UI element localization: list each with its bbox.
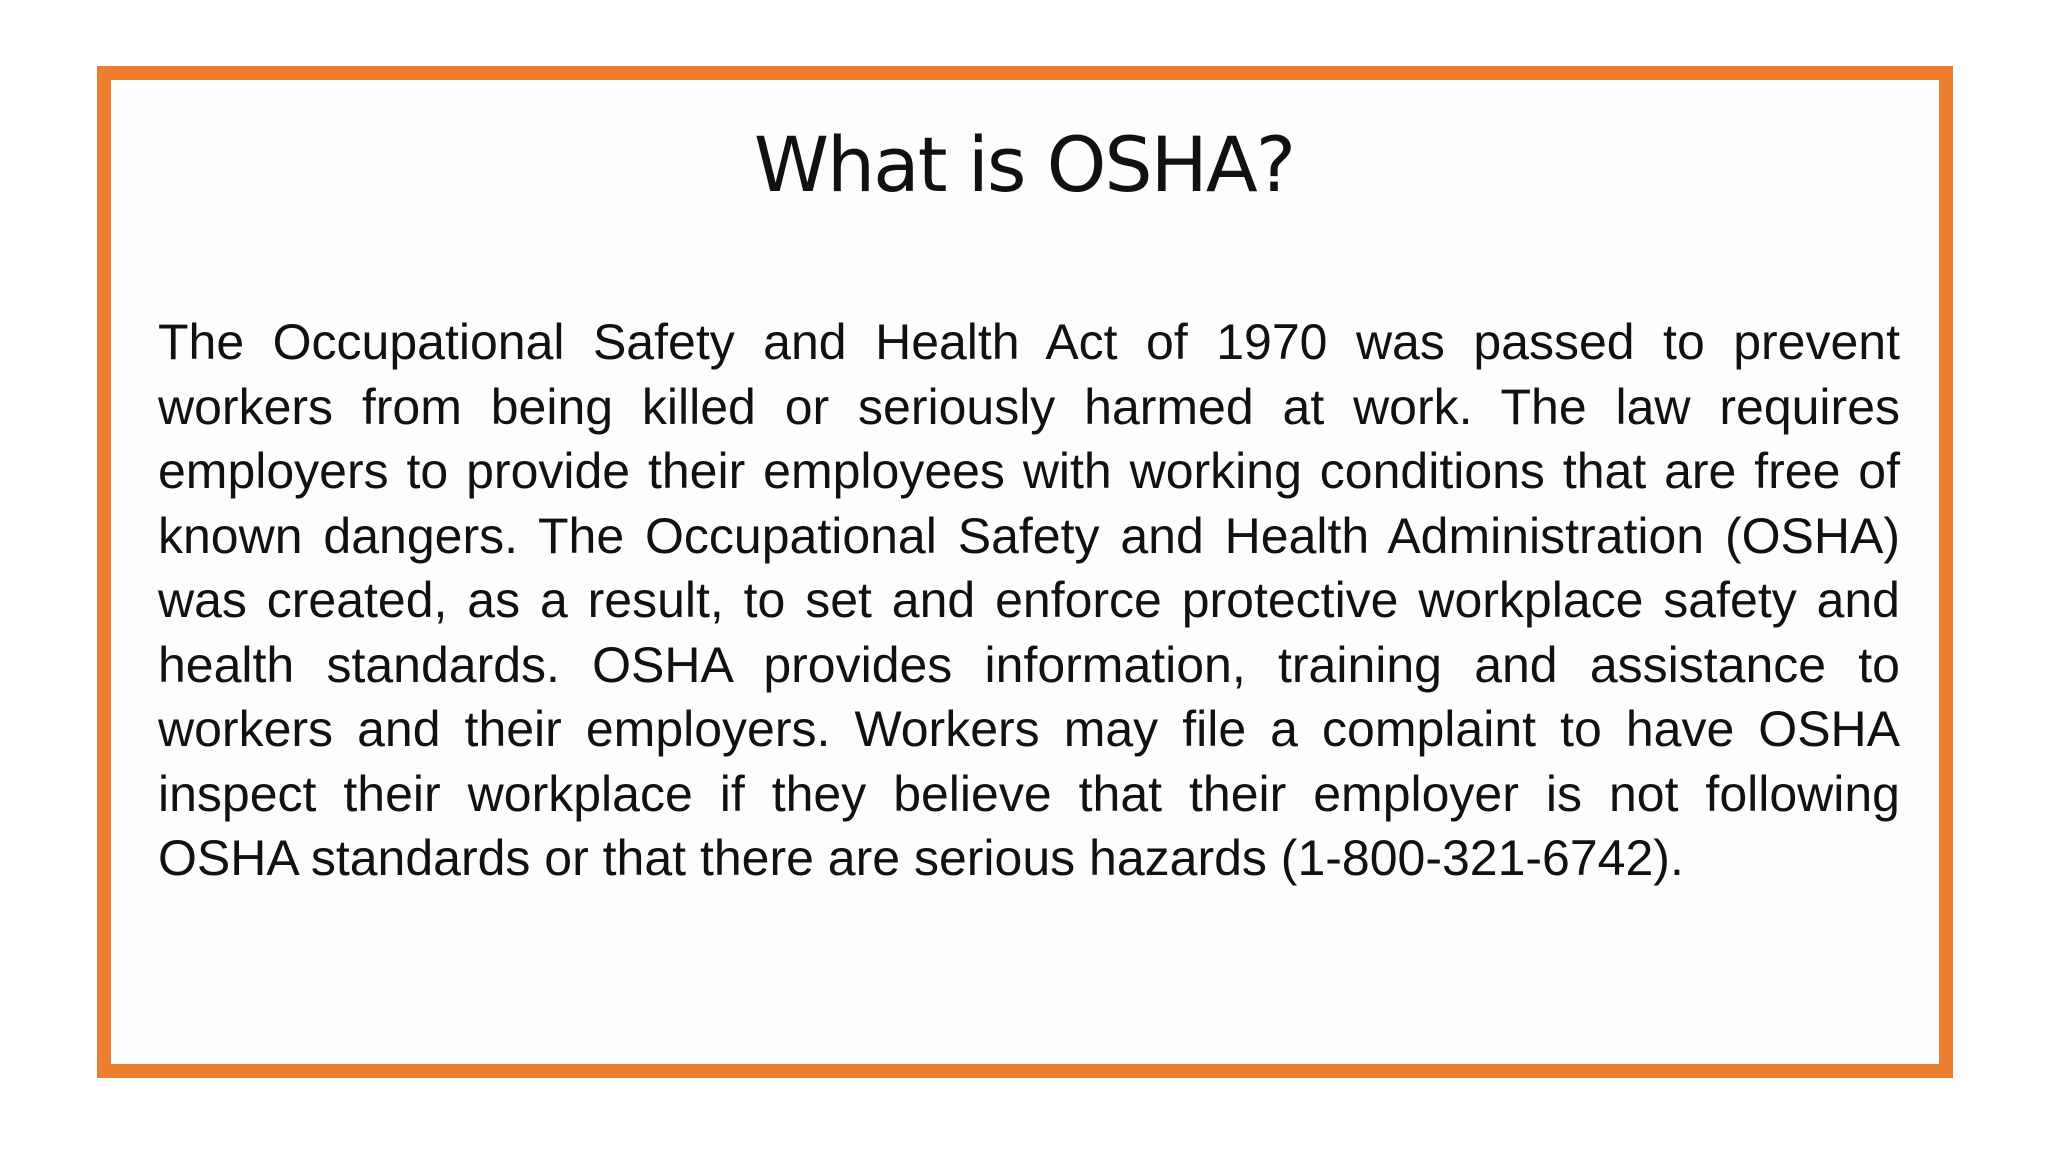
slide-title: What is OSHA? [753, 120, 1295, 209]
slide-body-text: The Occupational Safety and Health Act of 1970 was passed to prevent workers from being killed or seriously harmed at work. The law requires employers to provide their employees with working conditions that are free of known dangers. The Occupational Safety and Health Administration (OSHA) was created, as a result, to set and enforce protective workplace safety and health standards. OSHA provides information, training and assistance to workers and their employers. Workers may file a complaint to have OSHA inspect their workplace if they believe that their employer is not following OSHA standards or that there are serious hazards (1-800-321-6742). [158, 314, 1900, 886]
